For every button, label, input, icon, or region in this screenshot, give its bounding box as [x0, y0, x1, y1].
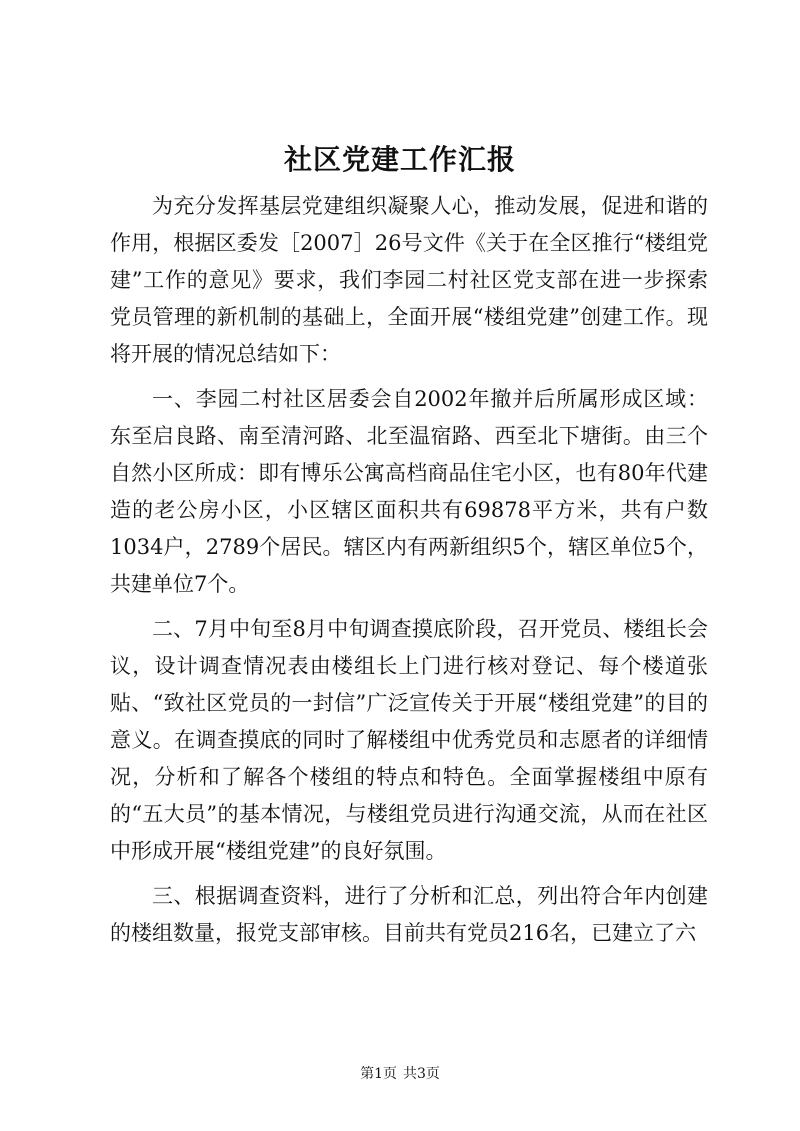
paragraph-section-3: 三、根据调查资料，进行了分析和汇总，列出符合年内创建的楼组数量，报党支部审核。目前共有党员216名，已建立了六	[110, 884, 708, 945]
paragraph-section-2: 二、7月中旬至8月中旬调查摸底阶段，召开党员、楼组长会议，设计调查情况表由楼组长上门进行核对登记、每个楼道张贴、“致社区党员的一封信”广泛宣传关于开展“楼组党建”的目的意义。在调查摸底的同时了解楼组中优秀党员和志愿者的详细情况，分析和了解各个楼组的特点和特色。全面掌握楼组中原有的“五大员”的基本情况，与楼组党员进行沟通交流，从而在社区中形成开展“楼组党建”的良好氛围。	[110, 617, 708, 863]
paragraph-intro: 为充分发挥基层党建组织凝聚人心，推动发展，促进和谐的作用，根据区委发［2007］26号文件《关于在全区推行“楼组党建”工作的意见》要求，我们李园二村社区党支部在进一步探索党员管理的新机制的基础上，全面开展“楼组党建”创建工作。现将开展的情况总结如下：	[110, 194, 708, 366]
page-footer	[0, 1064, 800, 1084]
document-body	[110, 188, 708, 960]
page-total: 共3页	[403, 1066, 440, 1082]
paragraph-section-1: 一、李园二村社区居委会自2002年撤并后所属形成区域：东至启良路、南至清河路、北至温宿路、西至北下塘街。由三个自然小区所成：即有博乐公寓高档商品住宅小区，也有80年代建造的老公房小区，小区辖区面积共有69878平方米，共有户数1034户，2789个居民。辖区内有两新组织5个，辖区单位5个，共建单位7个。	[110, 387, 708, 596]
document-title: 社区党建工作汇报	[283, 143, 516, 176]
page-number: 第1页	[360, 1066, 397, 1082]
